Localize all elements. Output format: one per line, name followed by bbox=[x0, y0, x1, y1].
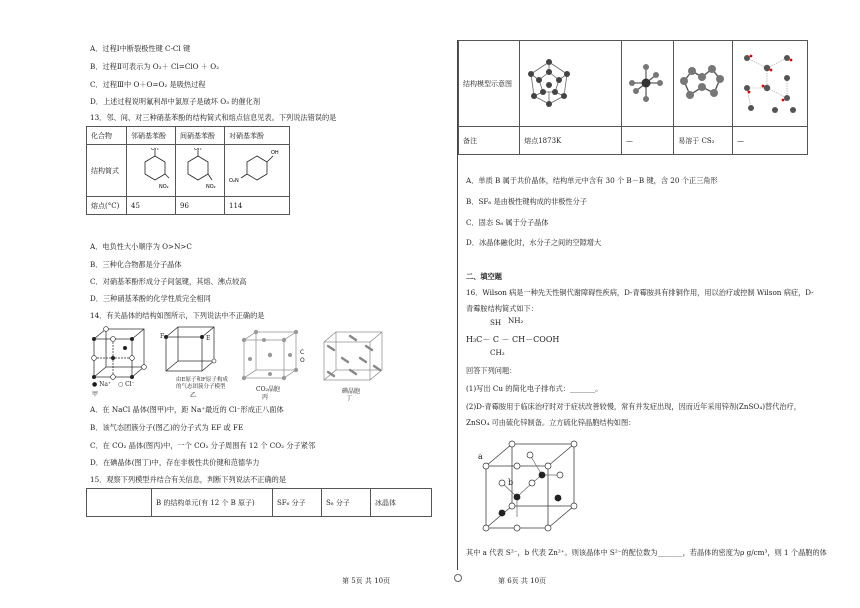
q15-option-d: D．冰晶体融化时，水分子之间的空隙增大 bbox=[466, 238, 602, 247]
q15-table-body bbox=[458, 40, 808, 155]
svg-text:NO₂: NO₂ bbox=[206, 183, 216, 190]
q16-part-1: (1)写出 Cu 的简化电子排布式：_______。 bbox=[466, 384, 603, 393]
q15-note: 熔点1873K bbox=[520, 127, 622, 155]
svg-text:NO₂: NO₂ bbox=[159, 183, 169, 190]
cluster-label-f: F bbox=[160, 333, 165, 340]
q13-table bbox=[86, 126, 290, 215]
q13-option-c: C．对硝基苯酚形成分子间氢键，其熔、沸点较高 bbox=[90, 277, 247, 286]
q12-option-a: A．过程Ⅰ中断裂极性键 C-Cl 键 bbox=[90, 44, 191, 53]
fig-label-bing: 丙 bbox=[262, 394, 269, 401]
q15-option-a: A．单质 B 属于共价晶体，结构单元中含有 30 个 B－B 键，含 20 个正三角形 bbox=[466, 176, 718, 185]
cluster-caption: 由E原子和F原子构成 bbox=[176, 377, 228, 383]
q12-option-c: C．过程Ⅲ中 O＋O=O₂ 是吸热过程 bbox=[90, 80, 206, 89]
q13-header: 对硝基苯酚 bbox=[225, 127, 290, 145]
page-number-right: 第 6页 共 10页 bbox=[498, 577, 547, 585]
q15-header: S₈ 分子 bbox=[322, 489, 371, 517]
para-nitrophenol-structure bbox=[225, 145, 290, 197]
q15-note: — bbox=[621, 127, 673, 155]
penicillamine-formula bbox=[466, 318, 606, 362]
q13-mp-value: 114 bbox=[225, 197, 290, 215]
q13-mp-value: 45 bbox=[127, 197, 176, 215]
q16-part-2: (2)D-青霉胺用于临床治疗时对于症状改善较慢，常有并发症出现，因而近年采用锌剂(ZnSO₄)替代治疗， bbox=[466, 402, 801, 411]
meta-nitrophenol-structure bbox=[176, 145, 225, 197]
q15-table-header bbox=[86, 488, 432, 517]
svg-text:O₂N: O₂N bbox=[229, 177, 239, 184]
ortho-nitrophenol-structure bbox=[127, 145, 176, 197]
q13-header: 化合物 bbox=[87, 127, 127, 145]
svg-text:O: O bbox=[300, 357, 305, 364]
cluster-molecule-figure bbox=[160, 325, 230, 399]
boron-unit-model bbox=[520, 41, 622, 127]
q14-option-b: B．该气态团簇分子(图乙)的分子式为 EF 或 FE bbox=[90, 423, 244, 432]
formula-ch3: CH₃ bbox=[490, 348, 505, 357]
iodine-crystal-figure bbox=[320, 330, 390, 400]
center-circle-icon bbox=[454, 574, 462, 582]
q14-option-a: A．在 NaCl 晶体(图甲)中，距 Na⁺最近的 Cl⁻形成正八面体 bbox=[90, 405, 284, 414]
q16-stem: 青霉胺结构简式如下： bbox=[466, 304, 538, 313]
zns-crystal-figure bbox=[474, 438, 584, 534]
page-number-left: 第 5页 共 10页 bbox=[342, 577, 391, 585]
sf6-model bbox=[621, 41, 673, 127]
nacl-legend-na: ● Na⁺ bbox=[92, 381, 112, 388]
zns-label-b: b bbox=[508, 478, 514, 487]
q16-answer-intro: 回答下列问题： bbox=[466, 366, 517, 375]
q15-note-label: 备注 bbox=[459, 127, 520, 155]
q13-option-b: B．三种化合物都是分子晶体 bbox=[90, 260, 182, 269]
q13-stem: 13．邻、间、对三种硝基苯酚的结构简式和熔点信息见表。下列说法错误的是 bbox=[90, 113, 337, 122]
co2-caption: CO₂晶胞 bbox=[256, 386, 280, 393]
q14-stem: 14．有关晶体的结构如图所示，下列说法中不正确的是 bbox=[90, 311, 265, 320]
q15-note: — bbox=[733, 127, 808, 155]
formula-sh: SH bbox=[490, 318, 502, 327]
q15-option-b: B．SF₆ 是由极性键构成的非极性分子 bbox=[466, 197, 587, 206]
co2-crystal-figure bbox=[240, 330, 312, 400]
svg-text:OH: OH bbox=[194, 147, 202, 152]
svg-text:OH: OH bbox=[271, 149, 279, 156]
svg-text:OH: OH bbox=[151, 147, 159, 152]
q15-header: 冰晶体 bbox=[371, 489, 432, 517]
fig-label-yi: 乙 bbox=[190, 392, 197, 399]
q12-option-d: D．上述过程说明氟利昂中氯原子是破坏 O₃ 的催化剂 bbox=[90, 97, 261, 106]
q14-option-c: C．在 CO₂ 晶体(图丙)中，一个 CO₂ 分子周围有 12 个 CO₂ 分子紧邻 bbox=[90, 441, 316, 450]
q15-header: B 的结构单元(有 12 个 B 原子) bbox=[152, 489, 273, 517]
ice-crystal-model bbox=[733, 41, 808, 127]
q15-header: SF₆ 分子 bbox=[273, 489, 322, 517]
formula-nh2: NH₂ bbox=[508, 316, 524, 325]
cluster-label-e: E bbox=[206, 335, 211, 342]
fig-label-ding: 丁 bbox=[346, 395, 353, 402]
q13-header: 间硝基苯酚 bbox=[176, 127, 225, 145]
q13-header: 邻硝基苯酚 bbox=[127, 127, 176, 145]
q15-model-label: 结构模型示意图 bbox=[459, 41, 520, 127]
q15-option-c: C．固态 S₈ 属于分子晶体 bbox=[466, 218, 549, 227]
q15-stem: 15．观察下列模型并结合有关信息，判断下列说法不正确的是 bbox=[90, 475, 287, 484]
q16-part-2: ZnSO₄ 可由硫化锌制备。立方硫化锌晶胞结构如图： bbox=[466, 418, 636, 427]
q13-struct-label: 结构简式 bbox=[87, 145, 127, 197]
s8-model bbox=[674, 41, 733, 127]
q12-option-b: B．过程Ⅱ可表示为 O₃＋ Cl=ClO ＋ O₂ bbox=[90, 62, 220, 71]
q13-mp-label: 熔点(°C) bbox=[87, 197, 127, 215]
q14-option-d: D．在碘晶体(图丁)中，存在非极性共价键和范德华力 bbox=[90, 458, 260, 467]
q13-mp-value: 96 bbox=[176, 197, 225, 215]
nacl-crystal-figure bbox=[88, 325, 152, 397]
q16-last-line: 其中 a 代表 S²⁻，b 代表 Zn²⁺。则该晶体中 S²⁻的配位数为_______，若晶体的密度为ρ g/cm³，则 1 个晶胞的体 bbox=[466, 548, 827, 557]
cluster-caption: 的气态团簇分子模型 bbox=[176, 384, 226, 390]
formula-main: H₃C－ C － CH－COOH bbox=[466, 335, 560, 344]
q16-stem: 16．Wilson 病是一种先天性铜代谢障碍性疾病，D-青霉胺具有排铜作用，用以治疗或控制 Wilson 病症，D- bbox=[466, 288, 814, 297]
q13-option-d: D．三种硝基苯酚的化学性质完全相同 bbox=[90, 294, 211, 303]
iodine-caption: 碘晶胞 bbox=[342, 388, 361, 395]
q15-header bbox=[87, 489, 152, 517]
q15-note: 易溶于 CS₂ bbox=[674, 127, 733, 155]
section-heading: 二、填空题 bbox=[466, 272, 502, 281]
zns-label-a: a bbox=[478, 452, 483, 461]
fig-label-jia: 甲 bbox=[92, 391, 99, 398]
q13-option-a: A．电负性大小顺序为 O>N>C bbox=[90, 242, 192, 251]
nacl-legend-cl: ○ Cl⁻ bbox=[118, 381, 135, 388]
svg-text:C: C bbox=[300, 349, 305, 356]
